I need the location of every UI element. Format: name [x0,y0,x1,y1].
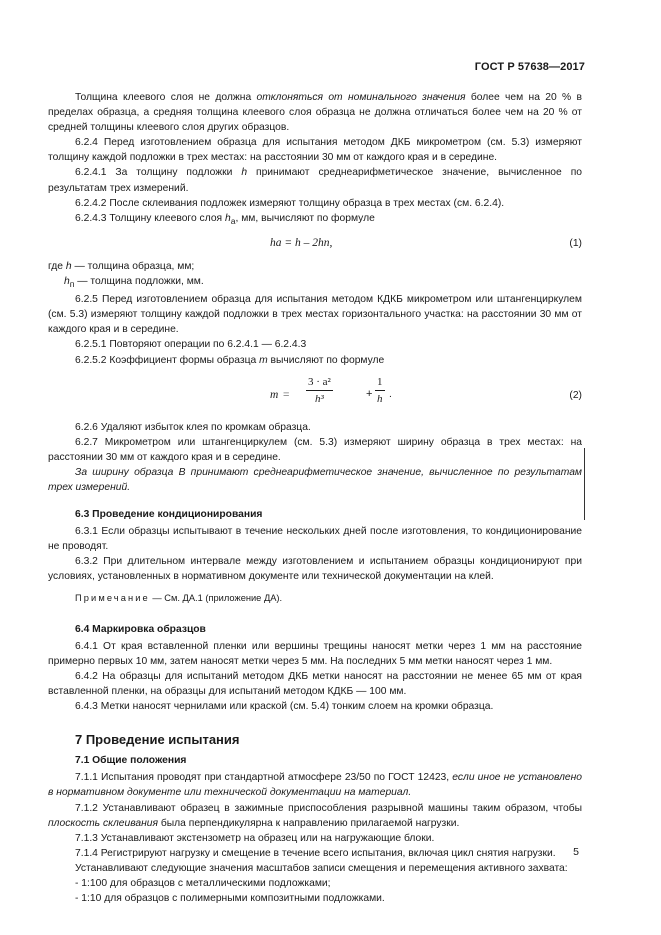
paragraph-6-2-4-1: 6.2.4.1 За толщину подложки h принимают среднеарифметическое значение, вычисленное по результатам трех измерений. [48,167,583,194]
paragraph-6-3-1: 6.3.1 Если образцы испытывают в течение нескольких дней после изготовления, то кондиционирование не проводят. [48,526,582,553]
section-7-1-heading: 7.1 Общие положения [75,755,187,767]
paragraph-6-2-4: 6.2.4 Перед изготовлением образца для испытания методом ДКБ микрометром (см. 5.3) измеряют толщину каждой подложки в трех местах: на расстоянии 30 мм от каждого края и в середине. [48,137,582,164]
paragraph-7-1-2: 7.1.2 Устанавливают образец в зажимные приспособления разрывной машины таким образом, чтобы плоскость склеивания была перпендикулярна к направлению прилагаемой нагрузки. [48,802,582,829]
paragraph-6-2-5-2: 6.2.5.2 Коэффициент формы образца m вычисляют по формуле [75,354,385,366]
paragraph-6-4-2: 6.4.2 На образцы для испытаний методом ДКБ метки наносят на расстоянии не менее 65 мм от края вставленной пленки, на образцы для испытаний методом КДКБ — 100 мм. [48,670,582,697]
formula-2-plus: + [366,387,373,400]
where-h: где h — толщина образца, мм; [48,260,195,272]
paragraph-6-2-5: 6.2.5 Перед изготовлением образца для испытания методом КДКБ микрометром или штангенциркулем (см. 5.3) измеряют толщину каждой подложки в трех местах горизонтального участка: на расстоянии 30 мм от каждого края и в середине. [48,294,582,336]
paragraph-adhesive-thickness: Толщина клеевого слоя не должна отклоняться от номинального значения более чем на 20 % в пределах образца, а средняя толщина клеевого слоя образца не должна отличаться более чем на 20 % от средней толщины клеевого слоя других образцов. [48,92,582,134]
section-6-3-heading: 6.3 Проведение кондиционирования [75,509,263,521]
formula-2-number: (2) [569,389,582,401]
formula-1-number: (1) [569,237,582,249]
list-item: - 1:100 для образцов с металлическими подложками; [75,878,331,890]
paragraph-7-1-4-scales: Устанавливают следующие значения масштабов записи смещения и перемещения активного захвата: [75,862,568,874]
page-number: 5 [573,846,579,858]
formula-2-fraction-1: $\frac{\text{3 · a²}}{\text{h³}}$ [308,375,331,405]
paragraph-6-2-5-1: 6.2.5.1 Повторяют операции по 6.2.4.1 — 6.2.4.3 [75,339,307,351]
formula-2-fraction-2: $\frac{1}{h}$ [377,375,383,405]
document-header: ГОСТ Р 57638—2017 [474,61,585,73]
formula-2 [48,374,582,420]
paragraph-6-3-2: 6.3.2 При длительном интервале между изготовлением и испытанием образцы кондиционируют при условиях, установленных в нормативном документе или технической документации на клей. [48,556,582,583]
paragraph-6-2-4-2: 6.2.4.2 После склеивания подложек измеряют толщину образца в трех местах (см. 6.2.4). [75,197,505,209]
paragraph-6-2-7-width: За ширину образца B принимают среднеарифметическое значение, вычисленное по результатам трех измерений. [48,466,582,493]
document-body [48,90,582,906]
paragraph-6-2-6: 6.2.6 Удаляют избыток клея по кромкам образца. [75,421,311,433]
paragraph-7-1-4: 7.1.4 Регистрируют нагрузку и смещение в течение всего испытания, включая цикл снятия нагрузки. [75,847,556,859]
note: Примечание — См. ДА.1 (приложение ДА). [75,592,283,603]
paragraph-6-2-4-3: 6.2.4.3 Толщину клеевого слоя $h_а$, мм, вычисляют по формуле [75,212,375,226]
formula-1 [48,229,582,259]
list-item: - 1:10 для образцов с полимерными композитными подложками. [75,893,385,905]
paragraph-6-2-7: 6.2.7 Микрометром или штангенциркулем (см. 5.3) измеряют ширину образца в трех местах: на расстоянии 30 мм от каждого края и в середине. [48,436,582,463]
paragraph-6-4-3: 6.4.3 Метки наносят чернилами или краской (см. 5.4) тонким слоем на кромки образца. [75,701,494,713]
where-hp: $h_п$ — толщина подложки, мм. [64,275,204,290]
formula-2-equals: = [283,388,290,401]
change-bar [584,448,585,520]
formula-2-m: m [270,388,279,401]
section-6-4-heading: 6.4 Маркировка образцов [75,623,206,635]
formula-2-dot: . [389,388,392,400]
paragraph-6-4-1: 6.4.1 От края вставленной пленки или вершины трещины наносят метки через 1 мм на расстояние примерно первых 10 мм, затем наносят метки через 5 мм. На последних 5 мм метки наносят через 1 мм. [48,640,582,667]
paragraph-7-1-3: 7.1.3 Устанавливают экстензометр на образец или на нагружающие блоки. [75,832,435,844]
formula-1-expression: ha = h – 2hп, [270,236,333,249]
chapter-7-heading: 7 Проведение испытания [75,732,240,748]
paragraph-7-1-1: 7.1.1 Испытания проводят при стандартной атмосфере 23/50 по ГОСТ 12423, если иное не установлено в нормативном документе или технической документации на материал. [48,772,582,799]
